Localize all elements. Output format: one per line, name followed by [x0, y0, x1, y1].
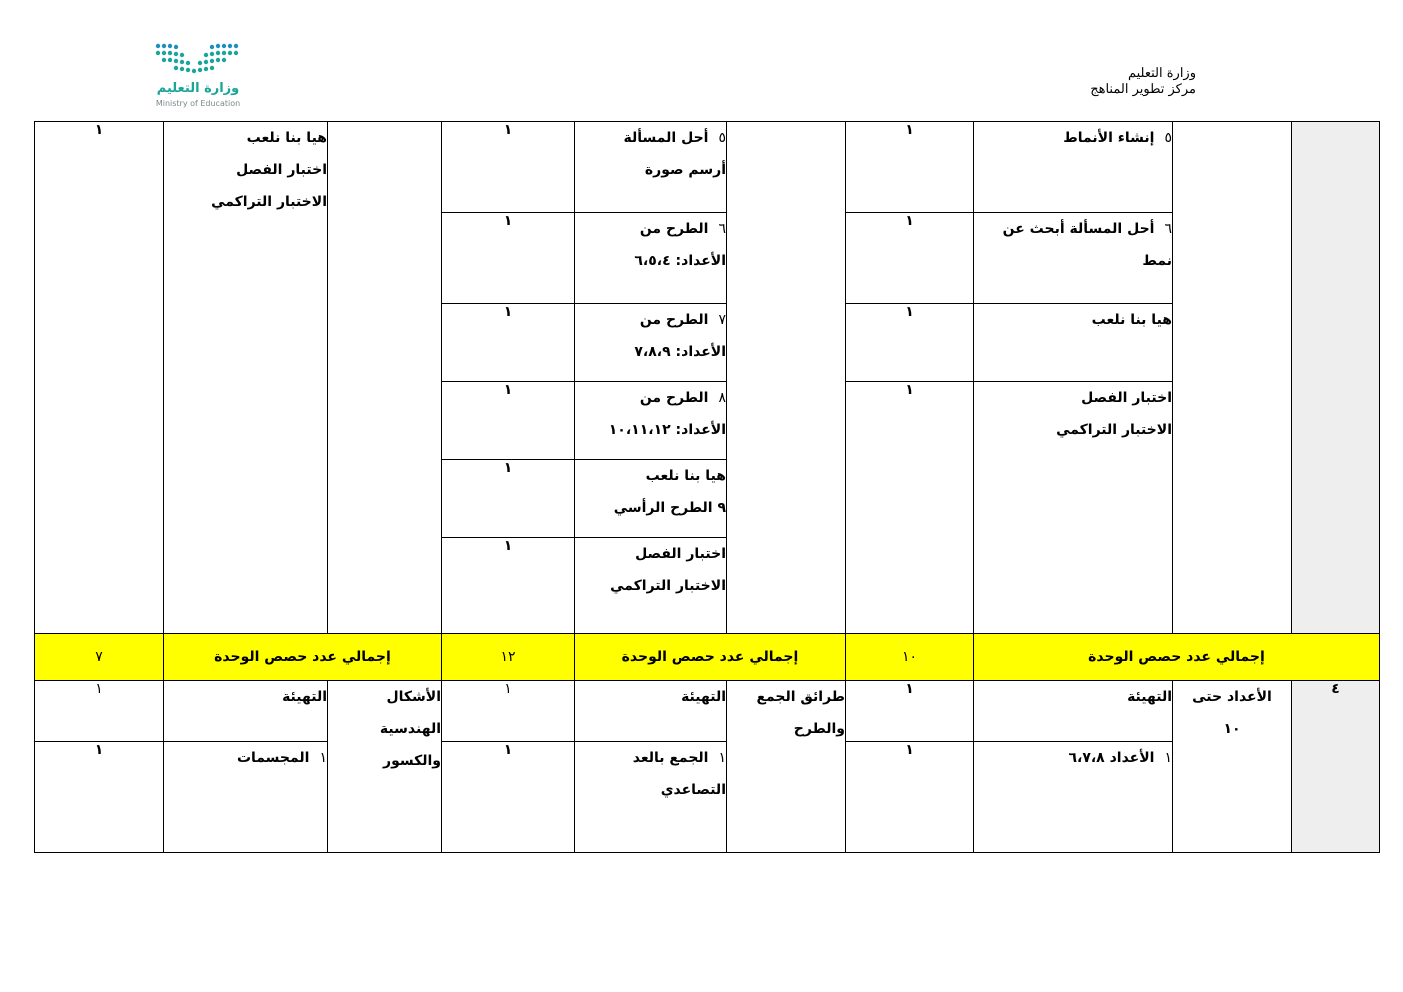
lesson-count: ١: [846, 304, 974, 382]
lesson-title: الاختبار التراكمي: [1056, 422, 1172, 438]
lesson-title: ٩ الطرح الرأسي: [613, 500, 726, 516]
ministry-header: [1040, 66, 1196, 98]
lesson-cell: [974, 382, 1173, 634]
lesson-title: إنشاء الأنماط: [1063, 130, 1155, 146]
lesson-count: ١: [442, 742, 575, 853]
unit-name: الهندسية: [379, 721, 441, 737]
lesson-count: ١: [846, 742, 974, 853]
lesson-count: ١: [442, 460, 575, 538]
lesson-cell: [164, 681, 328, 742]
unit3-lesson-count: ١: [35, 122, 164, 634]
lesson-cell: [974, 681, 1173, 742]
lesson-cell: [575, 213, 727, 304]
lesson-title: أرسم صورة: [644, 162, 726, 178]
lesson-number: ١: [718, 750, 726, 766]
lesson-cell: [575, 742, 727, 853]
lesson-cell: [974, 122, 1173, 213]
lesson-cell: [575, 304, 727, 382]
lesson-number: ٥: [1164, 130, 1172, 146]
lesson-title: اختبار الفصل: [635, 546, 726, 562]
unit-name: الأشكال: [386, 689, 441, 705]
lesson-number: ١: [1164, 750, 1172, 766]
lesson-title: نمط: [1142, 253, 1172, 269]
lesson-count: ١: [442, 122, 575, 213]
unit3-lesson-title: الاختبار التراكمي: [211, 194, 327, 210]
table-row: [35, 681, 1380, 742]
lesson-count: ١: [846, 122, 974, 213]
unit-name: طرائق الجمع: [756, 689, 845, 705]
unit2-name-cell: [727, 681, 846, 853]
total-label-2: إجمالي عدد حصص الوحدة: [575, 634, 846, 681]
lesson-cell: [974, 742, 1173, 853]
lesson-number: ٦: [1164, 221, 1172, 237]
lesson-title: المجسمات: [236, 750, 310, 766]
logo-dots-icon: [150, 40, 250, 112]
unit-name: الأعداد حتى: [1192, 689, 1272, 705]
logo-english-text: Ministry of Education: [155, 99, 241, 108]
unit3-lesson-title: اختبار الفصل: [236, 162, 327, 178]
lesson-title: الأعداد: ١٠،١١،١٢: [608, 422, 726, 438]
lesson-title: التهيئة: [681, 689, 726, 705]
lesson-title: أحل المسألة: [623, 130, 709, 146]
lesson-title: هيا بنا نلعب: [645, 468, 726, 484]
week-cell: [1292, 122, 1380, 634]
header-line-1: وزارة التعليم: [1127, 66, 1196, 81]
lesson-cell: [974, 213, 1173, 304]
week-number: ٤: [1292, 681, 1380, 853]
lesson-count: ١: [35, 742, 164, 853]
unit-name: والطرح: [793, 721, 845, 737]
curriculum-table: [34, 121, 1380, 853]
unit-name: والكسور: [383, 753, 441, 769]
lesson-cell: [575, 681, 727, 742]
lesson-count: ١: [846, 382, 974, 634]
lesson-title: الاختبار التراكمي: [610, 578, 726, 594]
unit1-name-cell: [1173, 681, 1292, 853]
lesson-title: التهيئة: [282, 689, 327, 705]
lesson-count: ١: [846, 213, 974, 304]
total-value-2: ١٢: [442, 634, 575, 681]
lesson-title: التصاعدي: [660, 782, 726, 798]
lesson-title: الطرح من: [639, 390, 709, 406]
lesson-title: الأعداد: ٧،٨،٩: [634, 344, 726, 360]
unit3-lesson-title: هيا بنا نلعب: [246, 130, 327, 146]
lesson-count: ١: [35, 681, 164, 742]
lesson-count: ١: [442, 213, 575, 304]
ministry-logo: [150, 40, 250, 112]
unit3-lessons-cell: [164, 122, 328, 634]
lesson-number: ٦: [718, 221, 726, 237]
lesson-cell: [974, 304, 1173, 382]
unit3-name-cell: [328, 681, 442, 853]
lesson-title: أحل المسألة أبحث عن: [1002, 221, 1155, 237]
lesson-title: الطرح من: [639, 312, 709, 328]
lesson-count: ١: [442, 304, 575, 382]
lesson-number: ١: [319, 750, 327, 766]
lesson-count: ١: [846, 681, 974, 742]
lesson-title: الجمع بالعد: [632, 750, 709, 766]
lesson-cell: [575, 538, 727, 634]
unit1-name-cell: [1173, 122, 1292, 634]
logo-arabic-text: وزارة التعليم: [156, 81, 240, 96]
lesson-title: التهيئة: [1127, 689, 1172, 705]
header-line-2: مركز تطوير المناهج: [1090, 82, 1196, 97]
lesson-number: ٥: [718, 130, 726, 146]
total-label-1: إجمالي عدد حصص الوحدة: [974, 634, 1380, 681]
lesson-number: ٨: [718, 390, 726, 406]
total-value-3: ٧: [35, 634, 164, 681]
lesson-title: الأعداد ٦،٧،٨: [1068, 750, 1155, 766]
lesson-cell: [575, 460, 727, 538]
unit-name: ١٠: [1223, 721, 1241, 737]
lesson-count: ١: [442, 681, 575, 742]
total-label-3: إجمالي عدد حصص الوحدة: [164, 634, 442, 681]
table-row: [35, 122, 1380, 213]
totals-row: [35, 634, 1380, 681]
lesson-title: هيا بنا نلعب: [1091, 312, 1172, 328]
unit3-name-cell: [328, 122, 442, 634]
lesson-title: اختبار الفصل: [1081, 390, 1172, 406]
lesson-count: ١: [442, 538, 575, 634]
lesson-cell: [575, 122, 727, 213]
unit2-name-cell: [727, 122, 846, 634]
lesson-number: ٧: [718, 312, 726, 328]
lesson-cell: [575, 382, 727, 460]
lesson-cell: [164, 742, 328, 853]
lesson-title: الأعداد: ٦،٥،٤: [634, 253, 726, 269]
lesson-title: الطرح من: [639, 221, 709, 237]
total-value-1: ١٠: [846, 634, 974, 681]
lesson-count: ١: [442, 382, 575, 460]
